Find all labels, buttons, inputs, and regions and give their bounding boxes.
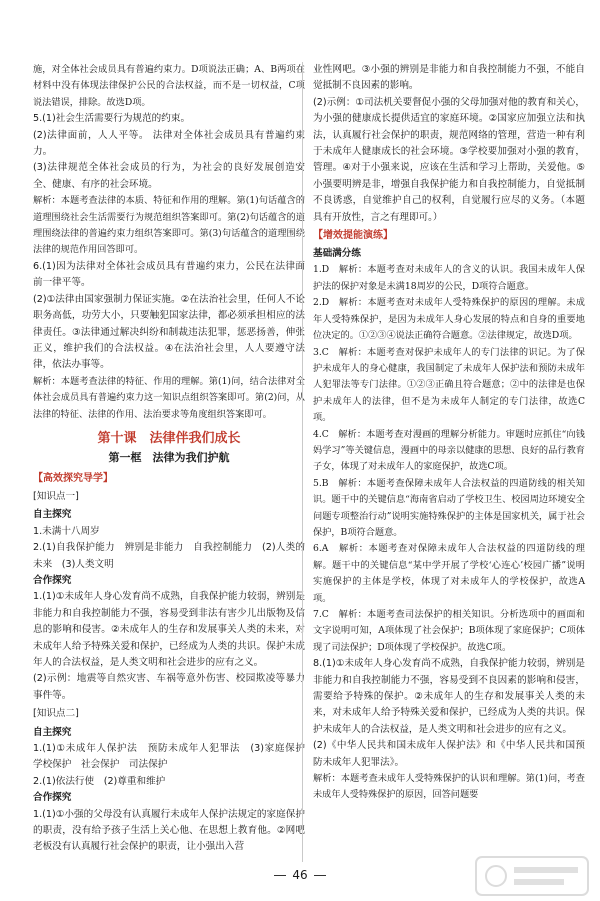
basic-practice-title: 基础满分练 [313,248,361,260]
right-column [313,62,585,804]
answer-continuation: 施，对全体社会成员具有普遍约束力。D项说法正确；A、B两项在材料中没有体现法律保护公民的合法权益，而不是一切权益，C项说法错误，排除。故选D项。 [33,64,305,108]
analysis-5: 解析：本题考查法律的本质、特征和作用的理解。第(1)句话蕴含的道理围绕社会生活需要行为规范组织答案即可。第(2)句话蕴含的道理围绕法律的普遍约束力组织答案即可。第(3)句话蕴含的道理围绕法律的规范作用回答即可。 [33,195,305,256]
kp2-self-title: 自主探究 [33,726,72,738]
kp1-self-2: 2.(1)自我保护能力 辨别是非能力 自我控制能力 (2)人类的未来 (3)人类文明 [33,542,305,570]
practice-tag: 【增效提能演练】 [313,230,393,242]
answer-5-3: (3)法律规范全体社会成员的行为，为社会的良好发展创造安全、健康、有序的社会环境。 [33,162,305,190]
practice-answer-8-1: 8.(1)①未成年人身心发育尚不成熟，自我保护能力较弱，辨别是非能力和自我控制能力不强，容易受到不良因素的影响和侵害，需要给予特殊的保护。②未成年人的生存和发展事关人类的未来，对未成年人给予特殊关爱和保护，已经成为人类的共识。保护未成年人的合法权益，是人类文明和社会进步的应有之义。 [313,658,585,735]
kp1-self-1: 1.未满十八周岁 [33,525,100,537]
section-title: 第一框 法律为我们护航 [108,450,230,464]
practice-analysis-8: 解析：本题考查未成年人受特殊保护的认识和理解。第(1)问，考查未成年人受特殊保护的原因，回答问题要 [313,773,585,801]
knowledge-point-1: [知识点一] [33,490,79,502]
kp2-coop-1: 1.(1)①小强的父母没有认真履行未成年人保护法规定的家庭保护的职责，没有给予孩子生活上关心他、在思想上教育他。②网吧老板没有认真履行社会保护的职责，让小强出入营 [33,808,305,853]
practice-answer-1: 1.D 解析：本题考查对未成年人的含义的认识。我国未成年人保护法的保护对象是未满18周岁的公民，D项符合题意。 [313,264,585,292]
analysis-6: 解析：本题考查法律的特征、作用的理解。第(1)问，结合法律对全体社会成员具有普遍约束力这一知识点组织答案即可。第(2)问，从法律的特征、法律的作用、法治要求等角度组织答案即可。 [33,375,305,420]
knowledge-point-2: [知识点二] [33,708,79,720]
practice-answer-3: 3.C 解析：本题考查对保护未成年人的专门法律的识记。为了保护未成年人的身心健康，我国制定了未成年人保护法和预防未成年人犯罪法等专门法律。①②③正确且符合题意；②中的法律是也保护未成年人的法律，但不是为未成年人制定的专门法律，故选C项。 [313,346,585,424]
page-number: 46 [0,868,600,882]
left-column [33,62,315,856]
kp1-coop-2: (2)示例：地震等自然灾害、车祸等意外伤害、校园欺凌等暴力事件等。 [33,673,305,701]
watermark-logo [472,853,592,899]
kp2-coop-title: 合作探究 [33,792,72,804]
answer-5-2: (2)法律面前，人人平等。 法律对全体社会成员具有普遍约束力。 [33,129,305,158]
kp1-coop-title: 合作探究 [33,574,72,586]
practice-answer-7: 7.C 解析：本题考查司法保护的相关知识。分析选项中的画面和文字说明可知，A项体现了社会保护；B项体现了家庭保护；C项体现了司法保护；D项体现了学校保护。故选C项。 [313,609,585,653]
answer-6-1: 6.(1)因为法律对全体社会成员具有普遍约束力，公民在法律面前一律平等。 [33,260,305,289]
answer-6-2: (2)①法律由国家强制力保证实施。②在法治社会里，任何人不论职务高低，功劳大小，只要触犯国家法律，都必须承担相应的法律责任。③法律通过解决纠纷和制裁违法犯罪，惩恶扬善，伸张正义，维护我们的合法权益。④在法治社会里，人人要遵守法律，依法办事等。 [33,293,305,371]
practice-answer-5: 5.B 解析：本题考查保障未成年人合法权益的四道防线的相关知识。题干中的关键信息“海南省启动了学校卫生、校园周边环境安全问题专项整治行动”说明实施特殊保护的主体是国家机关，属于社会保护，B项符合题意。 [313,477,585,538]
practice-answer-8-2: (2)《中华人民共和国未成年人保护法》和《中华人民共和国预防未成年人犯罪法》。 [313,740,585,768]
practice-answer-6: 6.A 解析：本题考查对保障未成年人合法权益的四道防线的理解。题干中的关键信息“某中学开展了学校‘心连心’校园广播”说明实施保护的主体是学校，体现了对未成年人的学校保护，故选A项。 [313,543,585,604]
answer-continuation-right: 业性网吧。③小强的辨别是非能力和自我控制能力不强，不能自觉抵制不良因素的影响。 [313,64,585,92]
guide-tag: 【高效探究导学】 [33,472,113,484]
kp1-coop-1: 1.(1)①未成年人身心发育尚不成熟，自我保护能力较弱，辨别是非能力和自我控制能力不强，容易受到非法有害少儿出版物及信息的影响和侵害。②未成年人的生存和发展事关人类的未来，对未成年人给予特殊关爱和保护，已经成为人类的共识。保护未成年人的合法权益，是人类文明和社会进步的应有之义。 [33,591,305,668]
practice-answer-2: 2.D 解析：本题考查对未成年人受特殊保护的原因的理解。未成年人受特殊保护，是因为未成年人身心发展的特点和自身的重要地位决定的。①②③④说法正确符合题意。②法律规定，故选D项。 [313,297,585,342]
practice-answer-4: 4.C 解析：本题考查对漫画的理解分析能力。审题时应抓住“向钱妈学习”等关键信息，漫画中的母亲以健康的思想、良好的品行教育子女，体现了对未成年人的家庭保护，故选C项。 [313,428,585,473]
kp2-self-2: 2.(1)依法行使 (2)尊重和维护 [33,775,166,787]
answer-5-1: 5.(1)社会生活需要行为规范的约束。 [33,113,191,125]
answer-example: (2)示例：①司法机关要督促小强的父母加强对他的教育和关心，为小强的健康成长提供适宜的家庭环境。②国家应加强立法和执法，认真履行社会保护的职责，规范网络的管理，营造一种有利于未成年人健康成长的社会环境。③学校要加强对小强的教育，管理。④对于小强来说，应该在生活和学习上帮助，关爱他。⑤小强要明辨是非，增强自我保护能力和自我控制能力，自觉抵制不良诱惑，自觉维护自己的权利，自觉履行应尽的义务。（本题具有开放性，言之有理即可。） [313,96,585,223]
kp2-self-1: 1.(1)①未成年人保护法 预防未成年人犯罪法 (3)家庭保护 学校保护 社会保护 司法保护 [33,743,315,771]
lesson-title: 第十课 法律伴我们成长 [97,430,241,446]
column-divider [302,62,303,862]
kp1-self-title: 自主探究 [33,509,72,521]
